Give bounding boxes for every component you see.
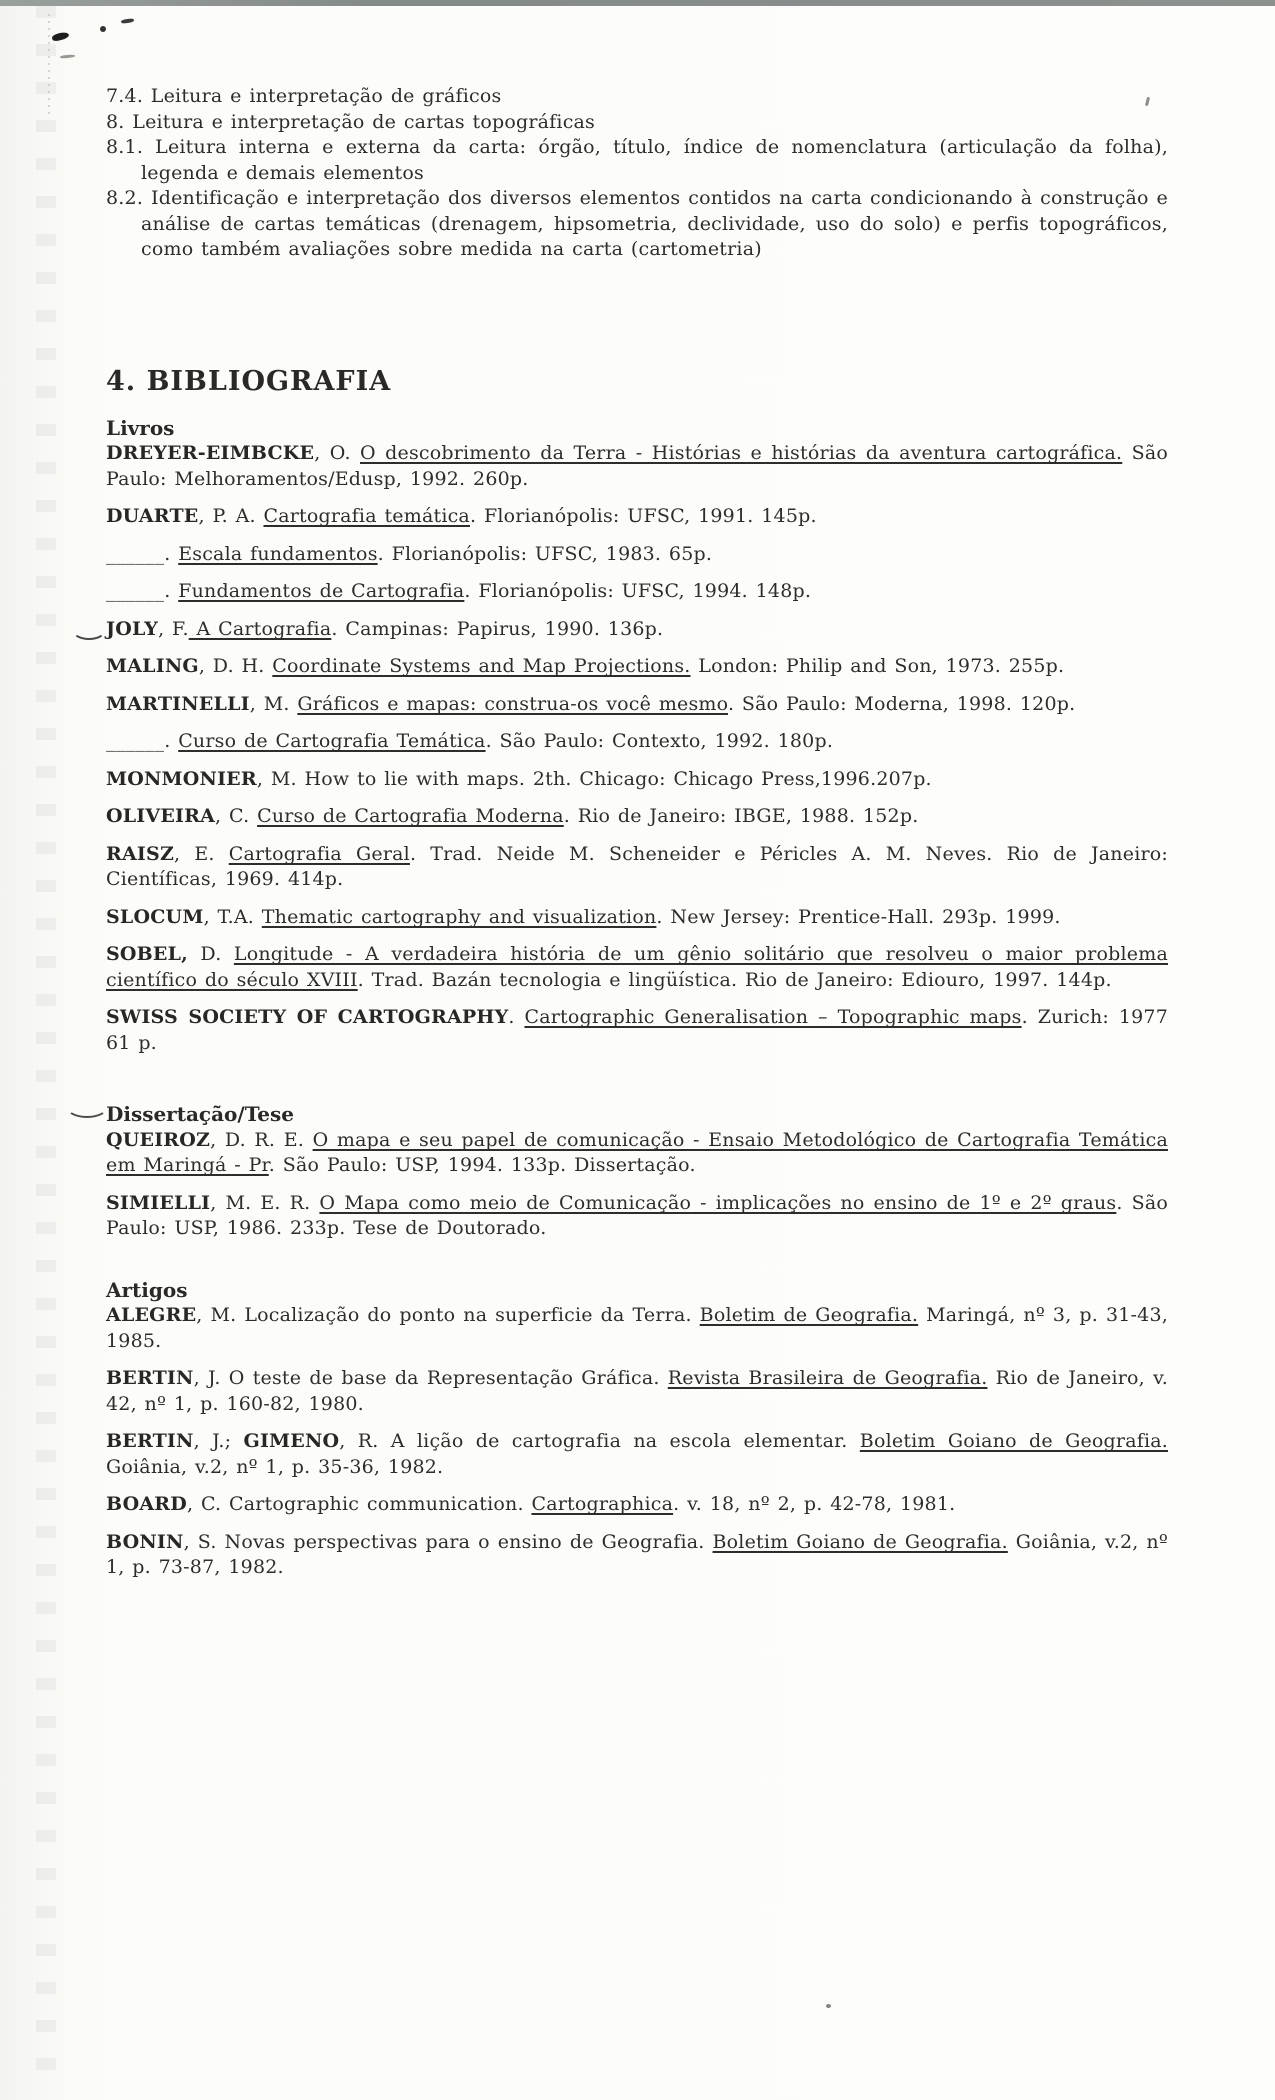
entry-author: BONIN xyxy=(106,1530,184,1553)
pen-arc-mark xyxy=(66,1096,108,1118)
bibliography-section xyxy=(106,416,1168,1057)
entry-text: , R. A lição de cartografia na escola elementar. xyxy=(339,1430,860,1452)
entry-title-underlined: Cartographica xyxy=(531,1493,674,1515)
bibliography-entry xyxy=(106,942,1168,993)
section-heading: Livros xyxy=(106,415,175,440)
entry-text: . Florianópolis: UFSC, 1983. 65p. xyxy=(377,542,713,565)
entry-text: , M. Localização do ponto na superficie da Terra. xyxy=(196,1304,700,1326)
bibliography-section xyxy=(106,1102,1168,1242)
entry-text: . São Paulo: USP, 1986. 233p. Tese de Doutorado. xyxy=(106,1191,1168,1239)
entry-title-underlined: Boletim Goiano de Geografia. xyxy=(712,1530,1008,1553)
outline-item: 8. Leitura e interpretação de cartas topográficas xyxy=(106,110,596,133)
entry-author: GIMENO xyxy=(243,1430,340,1452)
entry-title-underlined: Coordinate Systems and Map Projections. xyxy=(272,655,691,677)
entry-text: , M. E. R. xyxy=(210,1191,320,1214)
entry-text: . São Paulo: Moderna, 1998. 120p. xyxy=(727,692,1076,715)
bibliography-entry xyxy=(106,1005,1168,1056)
bibliography-entry xyxy=(106,729,1168,755)
entry-text: Rio de Janeiro, v. 42, nº 1, p. 160-82, 1980. xyxy=(106,1367,1168,1415)
entry-title-underlined: Thematic cartography and visualization xyxy=(261,905,657,928)
entry-author: SOBEL, xyxy=(106,943,188,965)
entry-title-underlined: Cartografia Geral xyxy=(228,842,410,865)
entry-text: . São Paulo: USP, 1994. 133p. Dissertação. xyxy=(268,1154,696,1176)
scanner-edge-artifact xyxy=(0,0,1275,6)
bibliography-entry xyxy=(106,1366,1168,1417)
entry-text: . Florianópolis: UFSC, 1991. 145p. xyxy=(469,505,817,527)
bibliography-entry xyxy=(106,1492,1168,1518)
entry-title-underlined: O Mapa como meio de Comunicação - implicações no ensino de 1º e 2º graus xyxy=(319,1191,1117,1214)
entry-author: SWISS SOCIETY OF CARTOGRAPHY xyxy=(106,1006,509,1028)
entry-title-underlined: Gráficos e mapas: construa-os você mesmo xyxy=(297,692,728,715)
entry-title-underlined: Escala fundamentos xyxy=(178,542,378,565)
bibliography-entry xyxy=(106,542,1168,568)
entry-title-underlined: Revista Brasileira de Geografia. xyxy=(667,1367,988,1389)
entry-text: . Zurich: 1977 61 p. xyxy=(106,1006,1168,1054)
entry-author: BOARD xyxy=(106,1493,187,1515)
entry-text: . Rio de Janeiro: IBGE, 1988. 152p. xyxy=(563,805,919,827)
entry-title-underlined: Boletim Goiano de Geografia. xyxy=(859,1430,1168,1452)
entry-text: . São Paulo: Contexto, 1992. 180p. xyxy=(485,730,834,752)
bibliography-entry xyxy=(106,1128,1168,1179)
entry-text: , C. xyxy=(215,805,258,827)
ink-speck xyxy=(100,26,106,32)
bibliography-section xyxy=(106,1278,1168,1581)
entry-text: . Trad. Neide M. Scheneider e Péricles A. M. Neves. Rio de Janeiro: Científicas, 1969. 414p. xyxy=(106,842,1168,890)
ink-speck xyxy=(121,18,134,24)
entry-author: BERTIN xyxy=(106,1367,194,1389)
entry-author: MARTINELLI xyxy=(106,692,250,715)
entry-author: MONMONIER xyxy=(106,767,257,790)
entry-author: OLIVEIRA xyxy=(106,805,216,827)
entry-text: ______. xyxy=(106,730,179,752)
entry-text: , D. R. E. xyxy=(210,1128,313,1151)
entry-author: MALING xyxy=(106,655,199,677)
entry-author: DREYER-EIMBCKE xyxy=(106,442,315,464)
entry-author: DUARTE xyxy=(106,505,199,527)
entry-text: , C. Cartographic communication. xyxy=(186,1493,532,1515)
entry-text: , M. How to lie with maps. 2th. Chicago: Chicago Press,1996.207p. xyxy=(256,767,932,790)
scan-streak-band xyxy=(36,6,56,2094)
scan-dot-artifact xyxy=(826,2004,831,2008)
entry-title-underlined: Cartografia temática xyxy=(263,505,470,527)
bibliography-entry xyxy=(106,692,1168,718)
entry-title-underlined: O descobrimento da Terra - Histórias e histórias da aventura cartográfica. xyxy=(360,442,1123,464)
entry-text: . Trad. Bazán tecnologia e lingüística. Rio de Janeiro: Ediouro, 1997. 144p. xyxy=(357,968,1112,991)
bibliography-entry xyxy=(106,1429,1168,1480)
entry-title-underlined: Curso de Cartografia Moderna xyxy=(257,805,564,827)
entry-text: Goiânia, v.2, nº 1, p. 35-36, 1982. xyxy=(106,1455,444,1478)
entry-text: , D. H. xyxy=(198,655,273,677)
entry-text: . Campinas: Papirus, 1990. 136p. xyxy=(331,617,664,640)
entry-text: Maringá, nº 3, p. 31-43, 1985. xyxy=(106,1304,1168,1352)
entry-text: Goiânia, v.2, nº 1, p. 73-87, 1982. xyxy=(106,1530,1168,1578)
bibliography-entry xyxy=(106,441,1168,492)
ink-speck xyxy=(51,31,69,42)
entry-text: , T.A. xyxy=(203,905,262,928)
entry-author: ALEGRE xyxy=(106,1304,197,1326)
bibliography-entry xyxy=(106,842,1168,893)
entry-text: , M. xyxy=(249,692,298,715)
entry-text: ______. xyxy=(106,542,179,565)
entry-text: , S. Novas perspectivas para o ensino de Geografia. xyxy=(183,1530,713,1553)
pen-arc-mark xyxy=(72,620,106,640)
bibliography-entry xyxy=(106,804,1168,830)
entry-text: . v. 18, nº 2, p. 42-78, 1981. xyxy=(673,1493,956,1515)
bibliography-entry xyxy=(106,1191,1168,1242)
bibliography-entry xyxy=(106,1530,1168,1581)
entry-title-underlined: Fundamentos de Cartografia xyxy=(178,580,465,602)
bibliography-entry xyxy=(106,767,1168,793)
text-block xyxy=(106,84,1168,1581)
entry-title-underlined: Curso de Cartografia Temática xyxy=(178,730,486,752)
outline-item: 8.2. Identificação e interpretação dos diversos elementos contidos na carta condicionando à construção e análise de cartas temáticas (drenagem, hipsometria, declividade, uso do solo) e perfis topográficos, como também avaliações sobre medida na carta (cartometria) xyxy=(106,187,1168,260)
bibliography-sections xyxy=(106,416,1168,1581)
outline-item: 8.1. Leitura interna e externa da carta: órgão, título, índice de nomenclatura (articulação da folha), legenda e demais elementos xyxy=(106,136,1168,184)
entry-title-underlined: A Cartografia xyxy=(188,617,332,640)
entry-text: . Florianópolis: UFSC, 1994. 148p. xyxy=(464,580,812,602)
entry-author: SIMIELLI xyxy=(106,1191,211,1214)
scan-dotted-line-artifact xyxy=(48,14,50,116)
section-heading: Artigos xyxy=(106,1277,188,1302)
entry-author: BERTIN xyxy=(106,1430,194,1452)
entry-text: ______. xyxy=(106,580,179,602)
entry-title-underlined: Cartographic Generalisation – Topographic maps xyxy=(524,1006,1022,1028)
entry-text: , F. xyxy=(158,617,189,640)
entry-text: , E. xyxy=(174,842,229,865)
entry-text: , O. xyxy=(314,442,361,464)
section-heading: Dissertação/Tese xyxy=(106,1102,294,1126)
entry-text: , J.; xyxy=(193,1430,244,1452)
entry-text: , P. A. xyxy=(198,505,264,527)
entry-text: . xyxy=(508,1006,525,1028)
entry-author: RAISZ xyxy=(106,842,175,865)
bibliography-entry xyxy=(106,617,1168,643)
entry-author: QUEIROZ xyxy=(106,1128,211,1151)
outline-item: 7.4. Leitura e interpretação de gráficos xyxy=(106,85,502,107)
entry-title-underlined: O mapa e seu papel de comunicação - Ensaio Metodológico de Cartografia Temática em Maringá - Pr xyxy=(106,1128,1168,1176)
outline-list xyxy=(106,84,1168,263)
entry-title-underlined: Boletim de Geografia. xyxy=(699,1304,919,1326)
bibliography-entry xyxy=(106,579,1168,605)
entry-author: JOLY xyxy=(106,617,159,640)
entry-text: . New Jersey: Prentice-Hall. 293p. 1999. xyxy=(656,905,1061,928)
entry-text: São Paulo: Melhoramentos/Edusp, 1992. 260p. xyxy=(106,442,1168,490)
bibliography-entry xyxy=(106,504,1168,530)
entry-text: D. xyxy=(188,943,234,965)
bibliography-entry xyxy=(106,654,1168,680)
ink-speck xyxy=(60,54,75,58)
entry-text: London: Philip and Son, 1973. 255p. xyxy=(690,655,1065,677)
entry-author: SLOCUM xyxy=(106,905,204,928)
bibliography-title: 4. BIBLIOGRAFIA xyxy=(106,365,392,397)
bibliography-entry xyxy=(106,1303,1168,1354)
bibliography-entry xyxy=(106,905,1168,931)
entry-text: , J. O teste de base da Representação Gráfica. xyxy=(193,1367,668,1389)
entry-title-underlined: Longitude - A verdadeira história de um gênio solitário que resolveu o maior problema científico do século XVIII xyxy=(106,943,1168,991)
